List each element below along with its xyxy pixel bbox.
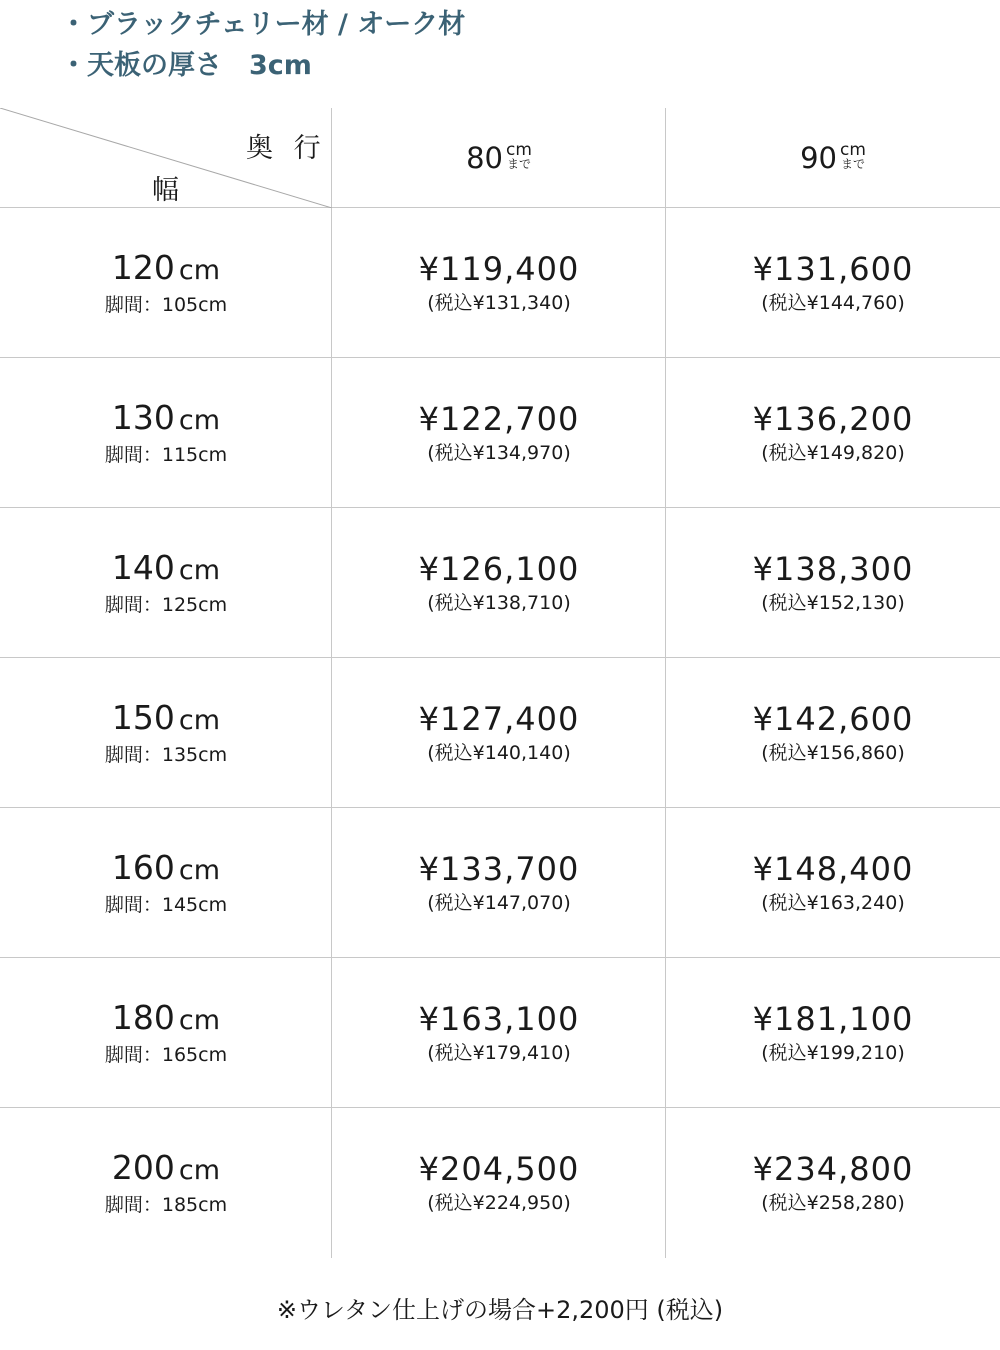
price-cell bbox=[666, 508, 1000, 658]
leg-span: 脚間：135cm bbox=[104, 743, 228, 766]
price: ¥181,100 bbox=[752, 1000, 914, 1038]
price-incl-tax: (税込¥199,210) bbox=[761, 1042, 905, 1064]
price-cell bbox=[666, 958, 1000, 1108]
price-table bbox=[0, 108, 1000, 1258]
price-incl-tax: (税込¥138,710) bbox=[427, 592, 571, 614]
price: ¥131,600 bbox=[752, 250, 914, 288]
price-incl-tax: (税込¥156,860) bbox=[761, 742, 905, 764]
leg-span: 脚間：125cm bbox=[104, 593, 228, 616]
urethane-finish-note: ※ウレタン仕上げの場合+2,200円 (税込) bbox=[276, 1296, 724, 1324]
price-cell bbox=[332, 808, 666, 958]
width-value: 150 bbox=[111, 697, 175, 737]
price: ¥234,800 bbox=[752, 1150, 914, 1188]
leg-span: 脚間：165cm bbox=[104, 1043, 228, 1066]
width-value: 140 bbox=[111, 547, 175, 587]
width-cell-200 bbox=[0, 1108, 332, 1258]
spec-list bbox=[60, 4, 465, 86]
width-unit: cm bbox=[178, 854, 221, 886]
price-incl-tax: (税込¥149,820) bbox=[761, 442, 905, 464]
width-header: 幅 bbox=[152, 175, 179, 206]
price-cell bbox=[666, 1108, 1000, 1258]
width-value: 180 bbox=[111, 997, 175, 1037]
price-incl-tax: (税込¥140,140) bbox=[427, 742, 571, 764]
spec-thickness: ・天板の厚さ 3cm bbox=[60, 50, 312, 81]
price-incl-tax: (税込¥152,130) bbox=[761, 592, 905, 614]
width-cell-160 bbox=[0, 808, 332, 958]
price-cell bbox=[666, 808, 1000, 958]
price: ¥119,400 bbox=[418, 250, 580, 288]
leg-span: 脚間：145cm bbox=[104, 893, 228, 916]
price-incl-tax: (税込¥224,950) bbox=[427, 1192, 571, 1214]
depth-header: 奥 行 bbox=[246, 133, 327, 164]
spec-material: ・ブラックチェリー材 / オーク材 bbox=[60, 9, 466, 40]
price: ¥127,400 bbox=[418, 700, 580, 738]
width-value: 200 bbox=[111, 1147, 175, 1187]
price-cell bbox=[666, 658, 1000, 808]
width-unit: cm bbox=[178, 704, 221, 736]
column-header-90 bbox=[666, 108, 1000, 208]
width-cell-150 bbox=[0, 658, 332, 808]
width-value: 120 bbox=[111, 247, 175, 287]
price-cell bbox=[666, 208, 1000, 358]
price: ¥148,400 bbox=[752, 850, 914, 888]
price: ¥126,100 bbox=[418, 550, 580, 588]
price-cell bbox=[666, 358, 1000, 508]
width-value: 130 bbox=[111, 397, 175, 437]
price-incl-tax: (税込¥134,970) bbox=[427, 442, 571, 464]
leg-span: 脚間：115cm bbox=[104, 443, 228, 466]
price: ¥122,700 bbox=[418, 400, 580, 438]
width-value: 160 bbox=[111, 847, 175, 887]
price: ¥138,300 bbox=[752, 550, 914, 588]
price-incl-tax: (税込¥258,280) bbox=[761, 1192, 905, 1214]
price: ¥163,100 bbox=[418, 1000, 580, 1038]
width-unit: cm bbox=[178, 1004, 221, 1036]
column-header-suffix: まで bbox=[840, 157, 865, 171]
price-incl-tax: (税込¥144,760) bbox=[761, 292, 905, 314]
width-unit: cm bbox=[178, 254, 221, 286]
price-cell bbox=[332, 958, 666, 1108]
price-cell bbox=[332, 1108, 666, 1258]
column-header-80 bbox=[332, 108, 666, 208]
price: ¥136,200 bbox=[752, 400, 914, 438]
price-incl-tax: (税込¥131,340) bbox=[427, 292, 571, 314]
width-unit: cm bbox=[178, 1154, 221, 1186]
price: ¥204,500 bbox=[418, 1150, 580, 1188]
price-cell bbox=[332, 508, 666, 658]
column-header-suffix: まで bbox=[506, 157, 531, 171]
width-cell-180 bbox=[0, 958, 332, 1108]
width-cell-140 bbox=[0, 508, 332, 658]
column-header-value: 80 bbox=[466, 141, 503, 175]
price-incl-tax: (税込¥163,240) bbox=[761, 892, 905, 914]
width-unit: cm bbox=[178, 404, 221, 436]
price-cell bbox=[332, 208, 666, 358]
width-cell-130 bbox=[0, 358, 332, 508]
price-cell bbox=[332, 358, 666, 508]
price: ¥133,700 bbox=[418, 850, 580, 888]
leg-span: 脚間：185cm bbox=[104, 1193, 228, 1216]
column-header-value: 90 bbox=[800, 141, 837, 175]
price-incl-tax: (税込¥147,070) bbox=[427, 892, 571, 914]
width-cell-120 bbox=[0, 208, 332, 358]
price-cell bbox=[332, 658, 666, 808]
column-header-unit: cm bbox=[839, 140, 866, 160]
column-header-unit: cm bbox=[505, 140, 532, 160]
width-unit: cm bbox=[178, 554, 221, 586]
price: ¥142,600 bbox=[752, 700, 914, 738]
price-incl-tax: (税込¥179,410) bbox=[427, 1042, 571, 1064]
leg-span: 脚間：105cm bbox=[104, 293, 228, 316]
